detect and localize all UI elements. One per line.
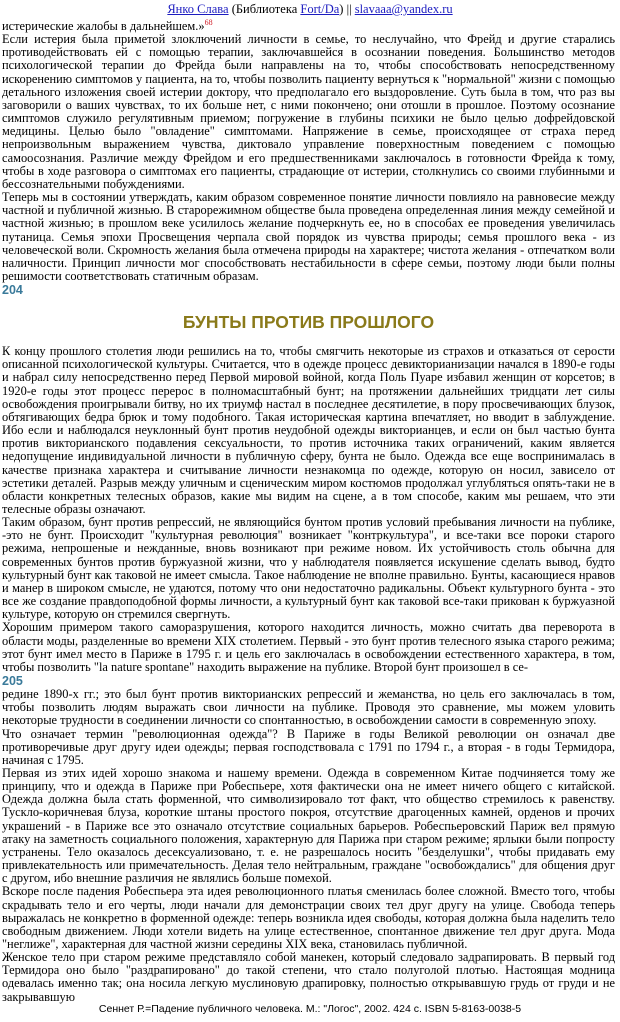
paragraph-5: Хорошим примером такого саморазрушения, которого находится личность, можно считать два переворота в области моды, разделенные во времени XIX столетием. Первый - это бунт против телесного языка старого режима; этот бунт имел место в Париже в 1795 г. и цель его заключалась в освобождении естественного характера, в том, чтобы позволить "la nature spontane" находить выражение на публике. Второй бунт произошел в се-	[2, 620, 615, 674]
page-footer: Сеннет Р.=Падение публичного человека. М.: "Логос", 2002. 424 с. ISBN 5-8163-0038-5	[98, 1003, 522, 1015]
paragraph-8: Первая из этих идей хорошо знакома и нашему времени. Одежда в современном Китае подчиняется тому же принципу, что и одежда в Париже при Робеспьере, хотя фактически она не имеет ничего общего с китайской. Одежда должна была стать форменной, что символизировало тот факт, что общество стремилось к равенству. Тускло-коричневая блуза, короткие штаны простого покроя, отсутствие драгоценных камней, орденов и прочих украшений - в Париже все это означало отсутствие социальных барьеров. Робеспьеровский Париж вел прямую атаку на заметность социального положения, характерную для Парижа при старом режиме; ярлыки были попросту устранены. Тело оказалось десексуализовано, т. е. не разрешалось носить "безделушки", чтобы придавать ему привлекательность или примечательность. Делая тело нейтральным, граждане "освобождались" для общения друг с другом, ибо внешние различия не являлись больше помехой.	[2, 765, 615, 886]
paragraph-7: Что означает термин "революционная одежда"? В Париже в годы Великой революции он означал две противоречивые друг другу идеи одежды; первая господствовала с 1791 по 1794 г., а вторая - в годы Термидора, начиная с 1795.	[2, 726, 615, 767]
footnote-marker[interactable]: 68	[204, 17, 213, 27]
paragraph-1: Если истерия была приметой злоключений личности в семье, то неслучайно, что Фрейд и другие старались противодействовать ей с помощью терапии, заключавшейся в осознании поведения. Большинство методов психологической терапии до Фрейда были направлены на то, чтобы способствовать непосредственному искоренению симптомов у пациента, на то, чтобы позволить пациенту вернуться к "нормальной" жизни с помощью детального изложения своей истерии доктору, что предполагало его выздоровление. Суть была в том, что раз вы заговорили о ваших чувствах, то их больше нет, с ними покончено; они отошли в прошлое. Поэтому осознание симптомов служило регулятивным приемом; погружение в глубины психики не было целью дофрейдовской медицины. Целью было "овладение" симптомами. Напряжение в семье, происходящее от страха перед непроизвольным выражением чувства, диктовало управление поверхностным поведением с помощью самоосознания. Различие между Фрейдом и его предшественниками заключалось в готовности Фрейда к тому, чтобы в ходе разговора о симптомах его пациенты, страдающие от истерии, столкнулись со своими глубинными и бессознательными побуждениями.	[2, 32, 615, 191]
email-link[interactable]: slavaaa@yandex.ru	[354, 2, 453, 16]
chapter-title: БУНТЫ ПРОТИВ ПРОШЛОГО	[182, 312, 435, 333]
page-header	[0, 1, 620, 17]
paragraph-10: Женское тело при старом режиме представляло собой манекен, который следовало задрапировать. В первый год Термидора оно было "раздрапировано" до такой степени, что стало полуголой плотью. Настоящая модница одевалась именно так; она носила легкую муслиновую драпировку, полностью открывавшую грудь от груди и не закрывавшую	[2, 950, 615, 1004]
paragraph-4: Таким образом, бунт против репрессий, не являющийся бунтом против условий пребывания личности на публике, -это не бунт. Происходит "культурная революция" возникает "контркультура", и все-таки все пороки старого режима, непрошеные и нежданные, вновь возникают при режиме новом. Их устойчивость столь обычна для современных бунтов против буржуазной жизни, что у наблюдателя появляется искушение сделать вывод, будто культурный бунт как таковой не имеет смысла. Такое наблюдение не вполне правильно. Бунты, касающиеся нравов и манер в широком смысле, не удаются, потому что они недостаточно радикальны. Объект культурного бунта - это все же создание правдоподобной формы личности, а культурный бунт как таковой все-таки прикован к буржуазной культуре, которую он стремился свергнуть.	[2, 515, 615, 622]
first-line-text: истерические жалобы в дальнейшем.»	[2, 19, 205, 33]
paragraph-6: редине 1890-х гг.; это был бунт против викторианских репрессий и жеманства, но цель его заключалась в том, чтобы позволить людям выражать свои личности на публике. Проводя это сравнение, мы можем уловить некоторые трудности в соединении личности со спонтанностью, в освобождении самости в современную эпоху.	[2, 687, 615, 728]
library-link[interactable]: Fort/Da	[300, 2, 340, 16]
library-close: )	[339, 2, 344, 16]
author-link[interactable]: Янко Слава	[167, 2, 229, 16]
paragraph-9: Вскоре после падения Робеспьера эта идея революционного платья сменилась более сложной. Вместо того, чтобы скрадывать тело и его черты, люди начали для демонстрации своих тел друг другу на улице. Свобода теперь выражалась не конкретно в форменной одежде: теперь возникла идея свободы, которая должна была наделить тело свободным движением. Люди хотели видеть на улице естественное, спонтанное движение тел друг друга. Мода "неглиже", характерная для частной жизни середины XIX века, становилась публичной.	[2, 884, 615, 951]
header-separator: ||	[343, 2, 355, 16]
library-open: (Библиотека	[228, 2, 301, 16]
main-text	[2, 17, 615, 1004]
paragraph-3: К концу прошлого столетия люди решились на то, чтобы смягчить некоторые из страхов и отказаться от серости описанной психологической культуры. Считается, что в одежде процесс девикторианизации начался в 1890-е годы и набрал силу непосредственно перед Первой мировой войной, когда Поль Пуаре избавил женщин от корсетов; в 1920-е годы этот процесс перерос в полномасштабный бунт; на протяжении дальнейших тридцати лет силы освобождения проигрывали битву, но их триумф настал в последнее десятилетие, в пору просвечивающих блузок, обтягивающих бедра брюк и тому подобного. Такая историческая картина впечатляет, но вводит в заблуждение. Ибо если и наблюдался неуклонный бунт против неудобной одежды викторианцев, и если он был частью бунта против викторианского подавления сексуальности, то против источника таких ограничений, каким является недопущение индивидуальной личности в публичную сферу, бунта не было. Одежда все еще воспринималась в качестве признака характера и считывание личности незнакомца по одежде, которую он носил, зависело от эстетики деталей. Разрыв между уличным и сценическим миром костюмов продолжал углубляться опять-таки не в области конкретных телесных образов, какие мы видим на сцене, а в том способе, каким мы решаем, что эти телесные образы означают.	[2, 344, 615, 516]
paragraph-2: Теперь мы в состоянии утверждать, каким образом современное понятие личности повлияло на равновесие между частной и публичной жизнью. В старорежимном обществе была проведена определенная линия между семейной и частной жизнью; в прошлом веке усилилось желание подчеркнуть ее, но в способах ее проведения увеличилась путаница. Семья эпохи Просвещения черпала свой порядок из чувства природы; семья прошлого века - из человеческой воли. Скромность желания была отмечена природы на характере; чистота желания - отпечатком воли наличности. Принцип личности мог способствовать нестабильности в сфере семьи, поэтому люди были полны решимости соответствовать статичным образам.	[2, 190, 615, 283]
page-number-204: 204	[2, 283, 23, 298]
page-number-205: 205	[2, 674, 23, 689]
